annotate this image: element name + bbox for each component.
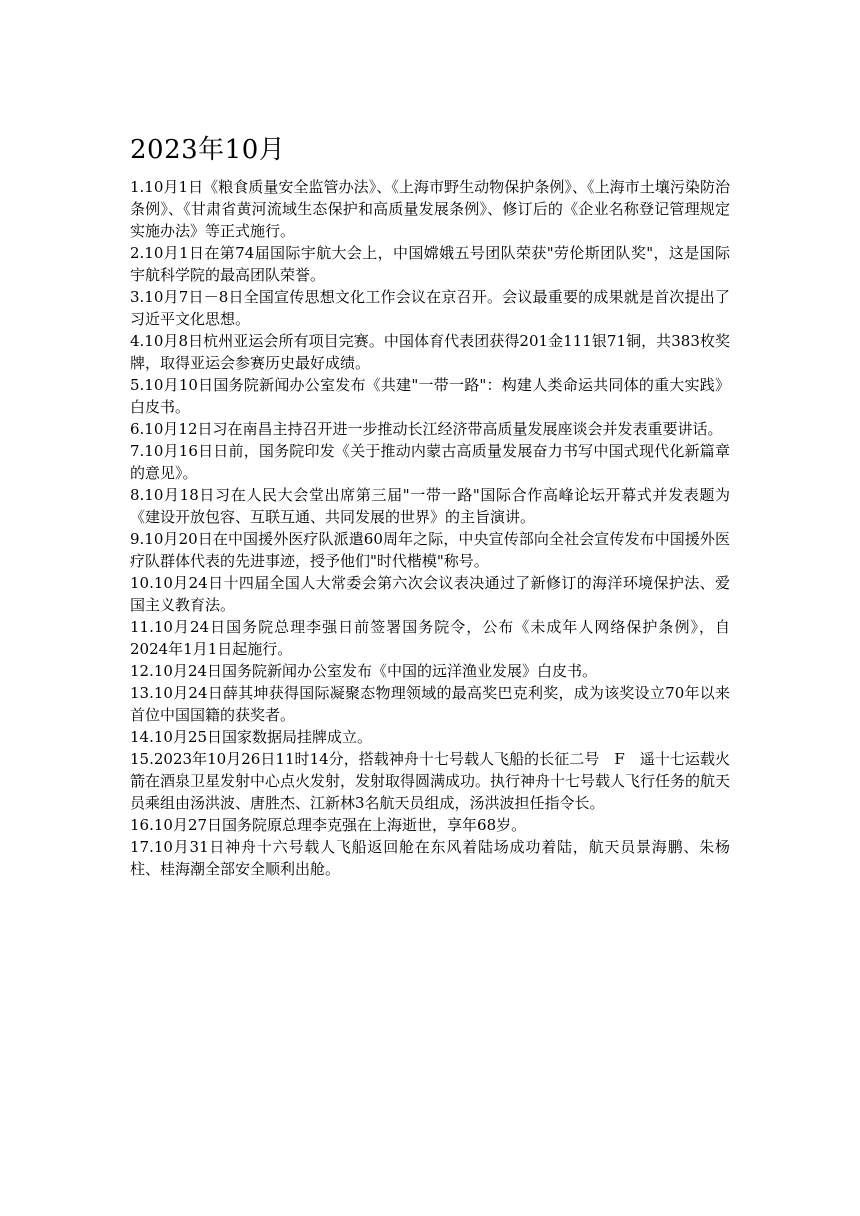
list-item: 2.10月1日在第74届国际宇航大会上，中国嫦娥五号团队荣获"劳伦斯团队奖"，这是国际宇航科学院的最高团队荣誉。 bbox=[130, 244, 730, 284]
list-item: 1.10月1日《粮食质量安全监管办法》、《上海市野生动物保护条例》、《上海市土壤污染防治条例》、《甘肃省黄河流域生态保护和高质量发展条例》、修订后的《企业名称登记管理规定实施办法》等正式施行。 bbox=[130, 178, 730, 240]
list-item: 14.10月25日国家数据局挂牌成立。 bbox=[130, 728, 373, 746]
list-item: 15.2023年10月26日11时14分，搭载神舟十七号载人飞船的长征二号 F 遥十七运载火箭在酒泉卫星发射中心点火发射，发射取得圆满成功。执行神舟十七号载人飞行任务的航天员乘组由汤洪波、唐胜杰、江新林3名航天员组成，汤洪波担任指令长。 bbox=[130, 750, 731, 812]
list-item: 11.10月24日国务院总理李强日前签署国务院令，公布《未成年人网络保护条例》，自2024年1月1日起施行。 bbox=[130, 618, 730, 658]
list-item: 16.10月27日国务院原总理李克强在上海逝世，享年68岁。 bbox=[130, 816, 527, 834]
list-item: 8.10月18日习在人民大会堂出席第三届"一带一路"国际合作高峰论坛开幕式并发表题为《建设开放包容、互联互通、共同发展的世界》的主旨演讲。 bbox=[130, 486, 730, 526]
document-page bbox=[130, 128, 730, 880]
list-item: 13.10月24日薛其坤获得国际凝聚态物理领域的最高奖巴克利奖，成为该奖设立70年以来首位中国国籍的获奖者。 bbox=[130, 684, 730, 724]
list-item: 5.10月10日国务院新闻办公室发布《共建"一带一路"：构建人类命运共同体的重大实践》白皮书。 bbox=[130, 376, 730, 416]
page-title: 2023年10月 bbox=[130, 135, 286, 165]
list-item: 4.10月8日杭州亚运会所有项目完赛。中国体育代表团获得201金111银71铜，共383枚奖牌，取得亚运会参赛历史最好成绩。 bbox=[130, 332, 730, 372]
list-item: 3.10月7日－8日全国宣传思想文化工作会议在京召开。会议最重要的成果就是首次提出了习近平文化思想。 bbox=[130, 288, 730, 328]
list-item: 10.10月24日十四届全国人大常委会第六次会议表决通过了新修订的海洋环境保护法、爱国主义教育法。 bbox=[130, 574, 730, 614]
event-list bbox=[130, 176, 730, 880]
list-item: 9.10月20日在中国援外医疗队派遣60周年之际，中央宣传部向全社会宣传发布中国援外医疗队群体代表的先进事迹，授予他们"时代楷模"称号。 bbox=[130, 530, 730, 570]
list-item: 7.10月16日日前，国务院印发《关于推动内蒙古高质量发展奋力书写中国式现代化新篇章的意见》。 bbox=[130, 442, 730, 482]
list-item: 12.10月24日国务院新闻办公室发布《中国的远洋渔业发展》白皮书。 bbox=[130, 662, 598, 680]
list-item: 6.10月12日习在南昌主持召开进一步推动长江经济带高质量发展座谈会并发表重要讲话。 bbox=[130, 420, 723, 438]
list-item: 17.10月31日神舟十六号载人飞船返回舱在东风着陆场成功着陆，航天员景海鹏、朱杨柱、桂海潮全部安全顺利出舱。 bbox=[130, 838, 730, 878]
